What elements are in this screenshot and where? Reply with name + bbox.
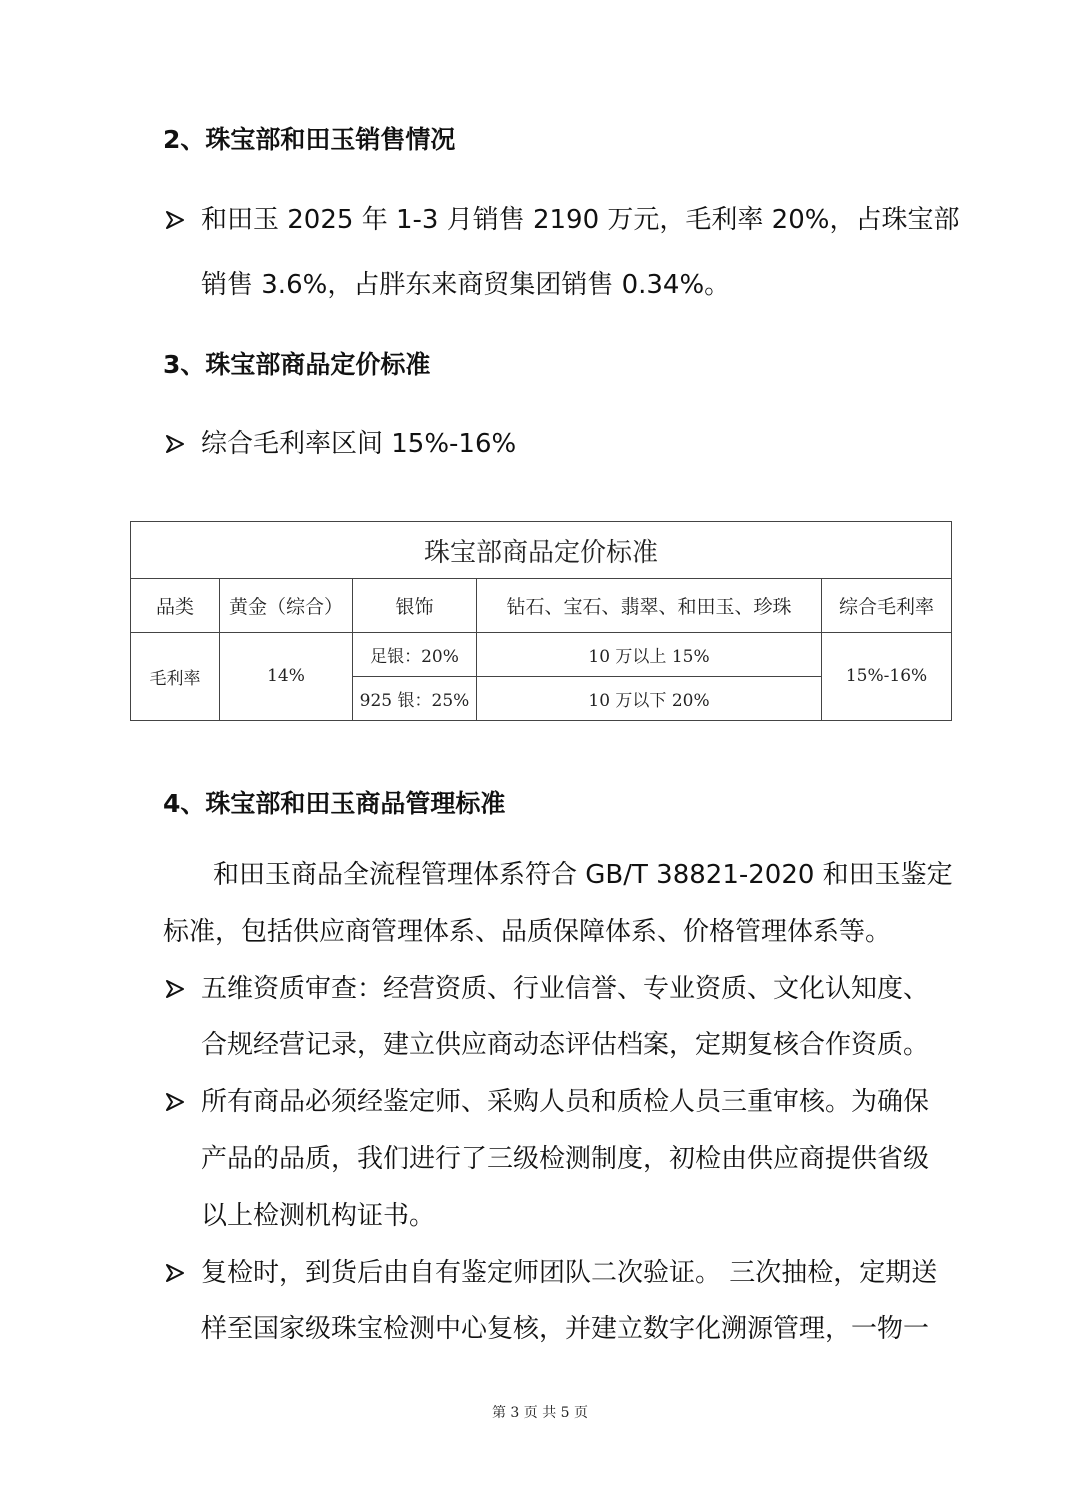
- header-gems: 钻石、宝石、翡翠、和田玉、珍珠: [477, 579, 822, 632]
- silver-pure-margin: 足银：20%: [353, 632, 477, 676]
- pricing-table: [130, 521, 952, 721]
- inspection-bullet-line-2: 产品的品质，我们进行了三级检测制度，初检由供应商提供省级: [201, 1144, 930, 1174]
- section-2-heading: 2、珠宝部和田玉销售情况: [163, 125, 456, 154]
- overall-margin: 15%-16%: [822, 632, 952, 720]
- section-3-heading: 3、珠宝部商品定价标准: [163, 350, 431, 379]
- header-category: 品类: [131, 579, 220, 632]
- qualification-bullet-line-2: 合规经营记录，建立供应商动态评估档案，定期复核合作资质。: [201, 1030, 930, 1060]
- recheck-bullet-line-1: 复检时，到货后由自有鉴定师团队二次验证。 三次抽检，定期送: [201, 1258, 938, 1288]
- management-paragraph-line-1: 和田玉商品全流程管理体系符合 GB/T 38821-2020 和田玉鉴定: [213, 860, 953, 890]
- page-number-footer: 第 3 页 共 5 页: [491, 1405, 589, 1421]
- header-gold: 黄金（综合）: [220, 579, 353, 632]
- silver-925-margin: 925 银：25%: [353, 676, 477, 720]
- management-paragraph-line-2: 标准，包括供应商管理体系、品质保障体系、价格管理体系等。: [163, 917, 892, 947]
- inspection-bullet-line-1: 所有商品必须经鉴定师、采购人员和质检人员三重审核。为确保: [201, 1087, 930, 1117]
- gem-above-margin: 10 万以上 15%: [477, 632, 822, 676]
- bullet-arrow-icon: [163, 427, 187, 461]
- sales-bullet-line-2: 销售 3.6%，占胖东来商贸集团销售 0.34%。: [201, 270, 731, 300]
- table-title: 珠宝部商品定价标准: [131, 522, 952, 579]
- header-overall-margin: 综合毛利率: [822, 579, 952, 632]
- margin-range-bullet: 综合毛利率区间 15%-16%: [201, 429, 517, 459]
- section-4-heading: 4、珠宝部和田玉商品管理标准: [163, 789, 506, 818]
- sales-bullet-line-1: 和田玉 2025 年 1-3 月销售 2190 万元，毛利率 20%，占珠宝部: [201, 205, 960, 235]
- inspection-bullet-line-3: 以上检测机构证书。: [201, 1201, 436, 1231]
- header-silver: 银饰: [353, 579, 477, 632]
- bullet-arrow-icon: [163, 203, 187, 237]
- bullet-arrow-icon: [163, 1256, 187, 1290]
- gem-below-margin: 10 万以下 20%: [477, 676, 822, 720]
- recheck-bullet-line-2: 样至国家级珠宝检测中心复核，并建立数字化溯源管理，一物一: [201, 1314, 930, 1344]
- bullet-arrow-icon: [163, 1085, 187, 1119]
- qualification-bullet-line-1: 五维资质审查：经营资质、行业信誉、专业资质、文化认知度、: [201, 974, 930, 1004]
- gold-margin: 14%: [220, 632, 353, 720]
- row-label-margin: 毛利率: [131, 632, 220, 720]
- bullet-arrow-icon: [163, 972, 187, 1006]
